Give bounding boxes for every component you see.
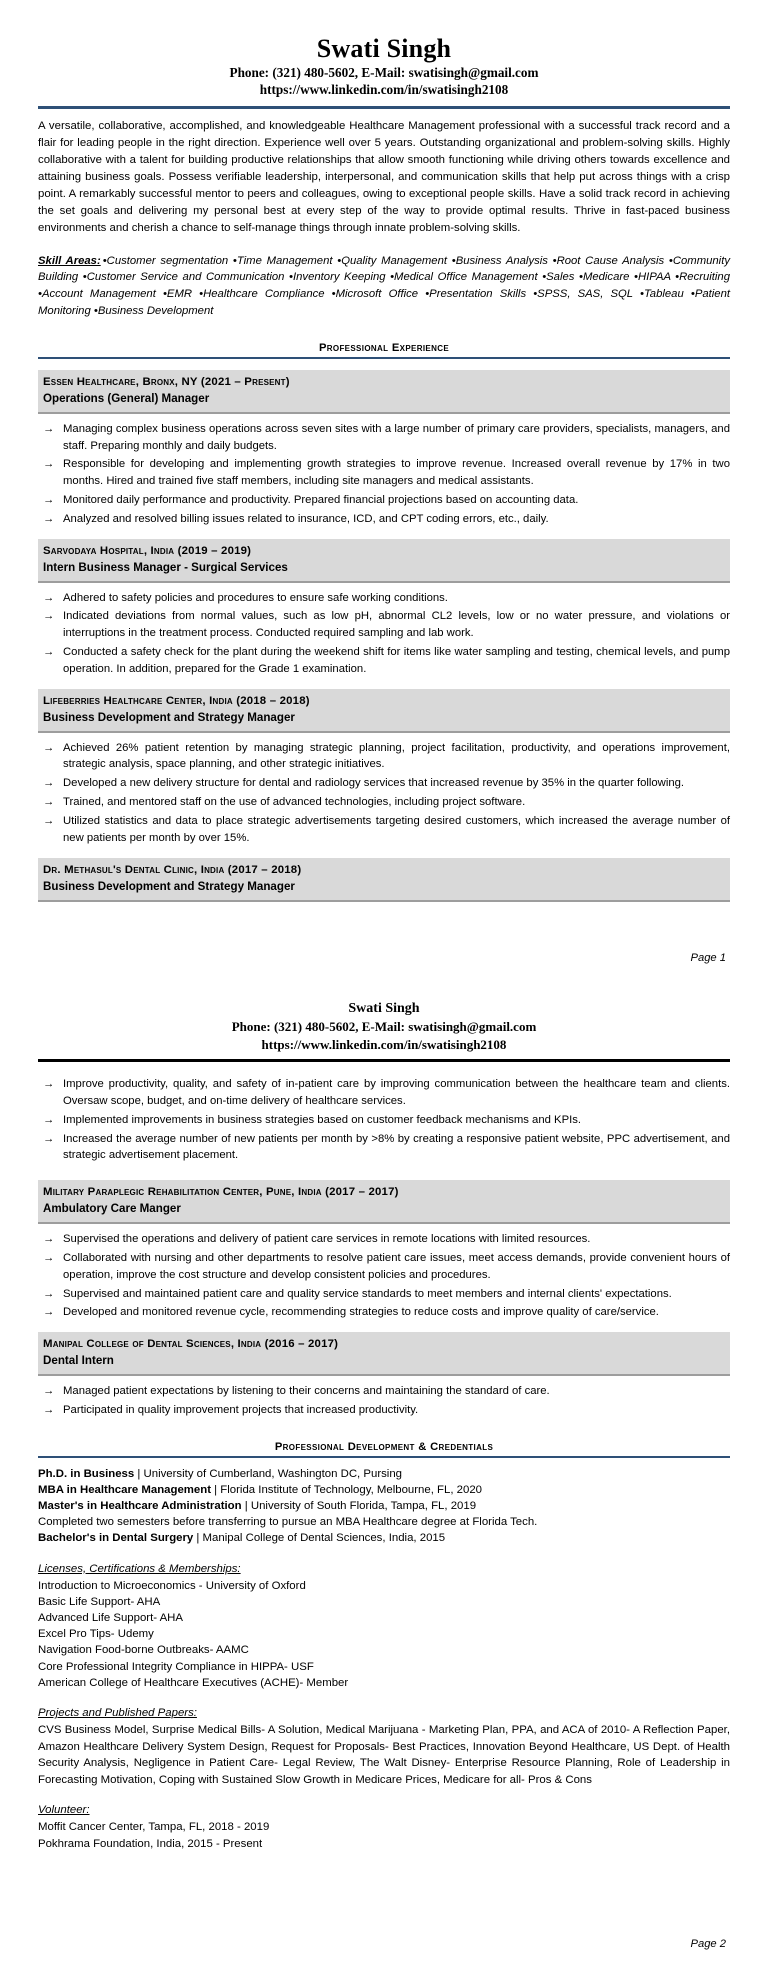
continued-bullets	[38, 1076, 730, 1165]
professional-summary: A versatile, collaborative, accomplished, and knowledgeable Healthcare Management professional with a successful track record and a flair for leading people in the right direction. Experience well over 5 years. Outstanding organizational and problem-solving skills. Highly collaborative with a talent for building productive relationships that allow smooth functioning while driving others towards excellence and attaining business goals. Possess verifiable leadership, interpersonal, and communication skills that help put across things with a crisp point. A remarkably successful mentor to peers and colleagues, owing to exceptional people skills. Have a solid track record in achieving the set goals and delivering my personal best at every step of the way to provide optimal results. Thrive in fast-paced business environments and cherish a chance to self-manage things through innate problem-solving skills.	[38, 119, 730, 235]
arrow-icon: →	[43, 591, 55, 604]
job-organization: Military Paraplegic Rehabilitation Center, Pune, India (2017 – 2017)	[43, 1186, 399, 1199]
education-item	[38, 1482, 730, 1498]
projects-heading: Projects and Published Papers:	[38, 1706, 197, 1719]
arrow-icon: →	[43, 513, 55, 526]
job-entry	[38, 689, 730, 847]
arrow-icon: →	[43, 1287, 55, 1300]
job-organization: Manipal College of Dental Sciences, India (2016 – 2017)	[43, 1338, 339, 1351]
page2-header	[38, 1000, 730, 1053]
arrow-icon: →	[43, 422, 55, 435]
bullet-text: Trained, and mentored staff on the use of advanced technologies, including project software.	[63, 796, 526, 809]
arrow-icon: →	[43, 1132, 55, 1145]
bullet-text: Utilized statistics and data to place strategic advertisements targeting desired customers, which increased the average number of new patients per month by over 15%.	[63, 815, 730, 845]
job-title: Ambulatory Care Manger	[43, 1201, 181, 1215]
bullet-item	[38, 1383, 730, 1400]
arrow-icon: →	[43, 1403, 55, 1416]
arrow-icon: →	[43, 1251, 55, 1264]
header-divider	[38, 106, 730, 109]
page1-header	[38, 34, 730, 99]
education-list	[38, 1466, 730, 1547]
bullet-text: Developed a new delivery structure for dental and radiology services that increased revenue by 35% in the quarter following.	[63, 777, 685, 790]
bullet-text: Achieved 26% patient retention by managing strategic planning, project facilitation, productivity, and operations improvement, strategic analysis, space planning, and other strategic initiatives.	[63, 741, 730, 771]
license-item: Advanced Life Support- AHA	[38, 1612, 184, 1625]
arrow-icon: →	[43, 646, 55, 659]
job-title: Intern Business Manager - Surgical Services	[43, 560, 288, 574]
bullet-text: Conducted a safety check for the plant during the weekend shift for items like water sampling and testing, chemical levels, and pump operation. In addition, prepared for the Grade 1 examination.	[63, 646, 730, 676]
page1-spacer	[38, 902, 730, 952]
bullet-text: Analyzed and resolved billing issues related to insurance, ICD, and CPT coding errors, etc., daily.	[63, 513, 549, 526]
job-bullets	[38, 1383, 730, 1419]
job-title: Dental Intern	[43, 1353, 114, 1367]
bullet-text: Participated in quality improvement projects that increased productivity.	[63, 1403, 419, 1416]
section-title-experience: Professional Experience	[318, 342, 450, 355]
contact-line: Phone: (321) 480-5602, E-Mail: swatisingh@gmail.com	[229, 64, 539, 80]
job-header-bar	[38, 1180, 730, 1223]
bullet-item	[38, 1304, 730, 1321]
license-item: Introduction to Microeconomics - University of Oxford	[38, 1579, 306, 1592]
bullet-text: Implemented improvements in business strategies based on customer feedback mechanisms and KPIs.	[63, 1113, 582, 1126]
arrow-icon: →	[43, 610, 55, 623]
page-footer-1: Page 1	[690, 951, 726, 964]
degree-detail: | University of Cumberland, Washington DC, Pursing	[134, 1467, 403, 1480]
bullet-item	[38, 775, 730, 792]
job-header-bar	[38, 539, 730, 582]
job-organization: Essen Healthcare, Bronx, NY (2021 – Present)	[43, 376, 290, 389]
resume-page-1	[0, 0, 768, 964]
section-rule	[38, 357, 730, 359]
bullet-item	[38, 1112, 730, 1129]
volunteer-list	[38, 1819, 730, 1851]
bullet-item	[38, 608, 730, 642]
job-header-bar	[38, 858, 730, 901]
licenses-list	[38, 1578, 730, 1691]
volunteer-item: Moffit Cancer Center, Tampa, FL, 2018 - 2019	[38, 1821, 270, 1834]
job-title: Business Development and Strategy Manager	[43, 710, 295, 724]
volunteer-heading: Volunteer:	[38, 1804, 90, 1817]
degree-name: MBA in Healthcare Management	[38, 1483, 212, 1496]
job-organization: Sarvodaya Hospital, India (2019 – 2019)	[43, 545, 252, 558]
degree-detail: | Florida Institute of Technology, Melbourne, FL, 2020	[211, 1483, 483, 1496]
skill-areas-label: Skill Areas:	[38, 254, 101, 267]
license-item: Excel Pro Tips- Udemy	[38, 1628, 154, 1641]
job-title: Operations (General) Manager	[43, 391, 210, 405]
arrow-icon: →	[43, 494, 55, 507]
contact-line: Phone: (321) 480-5602, E-Mail: swatisingh@gmail.com	[231, 1019, 537, 1035]
license-item: Navigation Food-borne Outbreaks- AAMC	[38, 1644, 249, 1657]
license-item: Basic Life Support- AHA	[38, 1595, 161, 1608]
job-entry	[38, 370, 730, 528]
degree-name: Master's in Healthcare Administration	[38, 1499, 242, 1512]
education-item	[38, 1498, 730, 1514]
job-organization: Dr. Methasul's Dental Clinic, India (2017 – 2018)	[43, 864, 302, 877]
volunteer-item: Pokhrama Foundation, India, 2015 - Present	[38, 1837, 263, 1850]
arrow-icon: →	[43, 777, 55, 790]
degree-detail: | Manipal College of Dental Sciences, India, 2015	[193, 1532, 446, 1545]
skill-areas	[38, 253, 730, 321]
bullet-item	[38, 794, 730, 811]
licenses-heading: Licenses, Certifications & Memberships:	[38, 1562, 241, 1575]
job-header-bar	[38, 1332, 730, 1375]
job-header-bar	[38, 689, 730, 732]
skill-areas-list: •Customer segmentation •Time Management •Quality Management •Business Analysis •Root Cause Analysis •Community Building •Customer Service and Communication •Inventory Keeping •Medical Office Management •Sales •Medicare •HIPAA •Recruiting •Account Management •EMR •Healthcare Compliance •Microsoft Office •Presentation Skills •SPSS, SAS, SQL •Tableau •Patient Monitoring •Business Development	[38, 254, 730, 318]
arrow-icon: →	[43, 1384, 55, 1397]
license-item: American College of Healthcare Executives (ACHE)- Member	[38, 1676, 349, 1689]
bullet-item	[38, 1231, 730, 1248]
bullet-item	[38, 1076, 730, 1110]
arrow-icon: →	[43, 815, 55, 828]
arrow-icon: →	[43, 1306, 55, 1319]
projects-body: CVS Business Model, Surprise Medical Bills- A Solution, Medical Marijuana - Marketing Plan, PPA, and ACA of 2010- A Reflection Paper, Amazon Healthcare Delivery System Design, Request for Proposals- Best Practices, Innovation Beyond Healthcare, US Dept. of Health Security Analysis, Negligence in Patient Care- Legal Review, The Walt Disney- Enterprise Resource Planning, Role of Leadership in Forecasting Motivation, Coping with Sustained Slow Growth in Medicare Prices, Medicare for all- Pros & Cons	[38, 1724, 730, 1786]
degree-detail: | University of South Florida, Tampa, FL, 2019	[241, 1499, 477, 1512]
candidate-name: Swati Singh	[348, 1000, 420, 1016]
arrow-icon: →	[43, 458, 55, 471]
bullet-item	[38, 1250, 730, 1284]
bullet-text: Monitored daily performance and productivity. Prepared financial projections based on accounting data.	[63, 494, 579, 507]
header-divider	[38, 1059, 730, 1062]
section-rule	[38, 1456, 730, 1458]
bullet-item	[38, 1402, 730, 1419]
linkedin-url[interactable]: https://www.linkedin.com/in/swatisingh2108	[259, 82, 509, 98]
job-bullets	[38, 1231, 730, 1322]
bullet-text: Supervised and maintained patient care and quality service standards to meet members and internal clients' expectations.	[63, 1287, 672, 1300]
education-item	[38, 1530, 730, 1546]
bullet-text: Improve productivity, quality, and safety of in-patient care by improving communication between the healthcare team and clients. Oversaw scope, budget, and on-time delivery of healthcare services.	[63, 1077, 730, 1107]
bullet-text: Responsible for developing and implementing growth strategies to improve revenue. Increased overall revenue by 17% in two months. Hired and trained five staff members, including site managers and medical assistants.	[63, 458, 730, 488]
bullet-item	[38, 492, 730, 509]
education-note	[38, 1514, 730, 1530]
job-title: Business Development and Strategy Manager	[43, 879, 295, 893]
job-header-bar	[38, 370, 730, 413]
arrow-icon: →	[43, 741, 55, 754]
job-entry	[38, 539, 730, 678]
section-title-credentials: Professional Development & Credentials	[274, 1440, 494, 1453]
education-note-text: Completed two semesters before transferring to pursue an MBA Healthcare degree at Florida Tech.	[38, 1516, 538, 1529]
job-bullets	[38, 740, 730, 848]
bullet-item	[38, 740, 730, 774]
arrow-icon: →	[43, 1077, 55, 1090]
bullet-text: Supervised the operations and delivery of patient care services in remote locations with limited resources.	[63, 1232, 591, 1245]
page-footer-2: Page 2	[690, 1937, 726, 1950]
job-bullets	[38, 421, 730, 529]
bullet-item	[38, 456, 730, 490]
degree-name: Bachelor's in Dental Surgery	[38, 1532, 194, 1545]
bullet-text: Managing complex business operations across seven sites with a large number of primary care providers, specialists, managers, and staff. Preparing monthly and daily budgets.	[63, 422, 730, 452]
arrow-icon: →	[43, 1232, 55, 1245]
job-entry	[38, 1180, 730, 1321]
bullet-item	[38, 511, 730, 528]
section-professional-development	[38, 1441, 730, 1458]
bullet-text: Managed patient expectations by listening to their concerns and maintaining the standard of care.	[63, 1384, 550, 1397]
arrow-icon: →	[43, 796, 55, 809]
license-item: Core Professional Integrity Compliance in HIPPA- USF	[38, 1660, 314, 1673]
bullet-item	[38, 421, 730, 455]
candidate-name: Swati Singh	[316, 34, 452, 63]
arrow-icon: →	[43, 1113, 55, 1126]
degree-name: Ph.D. in Business	[38, 1467, 135, 1480]
bullet-item	[38, 1286, 730, 1303]
bullet-item	[38, 813, 730, 847]
bullet-text: Indicated deviations from normal values, such as low pH, abnormal CL2 levels, low or no water pressure, and violations or interruptions in the treatment process. Conducted required sampling and lab work.	[63, 610, 730, 640]
bullet-item	[38, 644, 730, 678]
job-bullets	[38, 590, 730, 679]
section-professional-experience	[38, 342, 730, 359]
education-item	[38, 1466, 730, 1482]
bullet-item	[38, 1131, 730, 1165]
bullet-item	[38, 590, 730, 607]
job-entry	[38, 1332, 730, 1418]
linkedin-url[interactable]: https://www.linkedin.com/in/swatisingh2108	[261, 1036, 507, 1052]
page2-spacer	[38, 1852, 730, 1938]
bullet-text: Collaborated with nursing and other departments to resolve patient care issues, meet access demands, provide convenient hours of operation, improve the cost structure and develop consistent policies and procedures.	[63, 1251, 730, 1281]
bullet-text: Adhered to safety policies and procedures to ensure safe working conditions.	[63, 591, 448, 604]
bullet-text: Developed and monitored revenue cycle, recommending strategies to reduce costs and improve quality of care/service.	[63, 1306, 659, 1319]
job-entry	[38, 858, 730, 901]
bullet-text: Increased the average number of new patients per month by >8% by creating a responsive patient website, PPC advertisement, and strategic advertisement placement.	[63, 1132, 730, 1162]
resume-page-2	[0, 964, 768, 1950]
job-organization: Lifeberries Healthcare Center, India (2018 – 2018)	[43, 695, 310, 708]
